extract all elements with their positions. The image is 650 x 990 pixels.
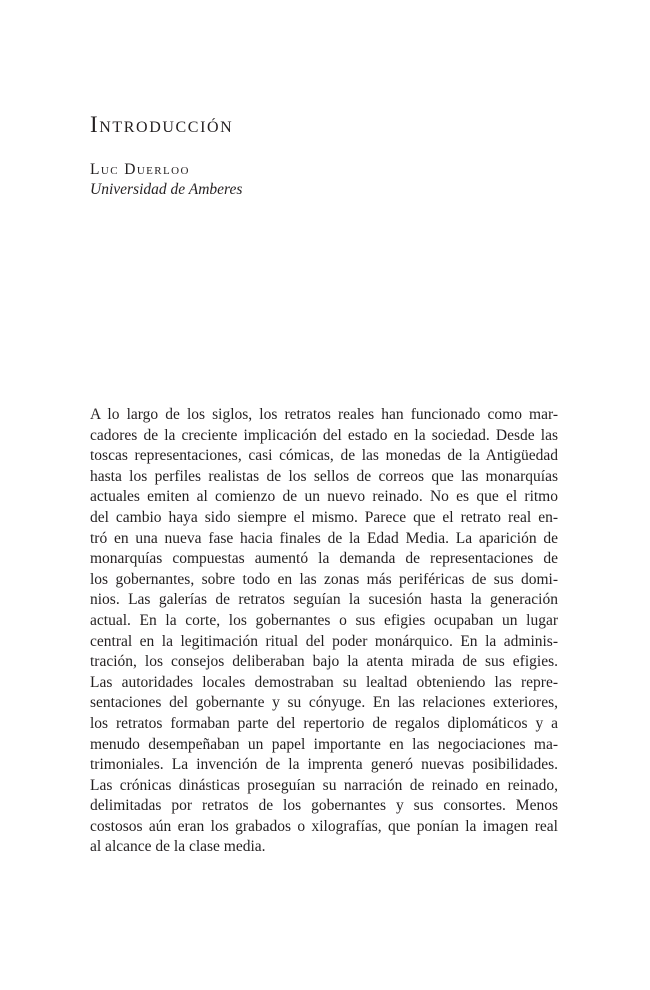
author-affiliation: Universidad de Amberes [90, 181, 243, 198]
body-line: cadores de la creciente implicación del estado en la sociedad. Desde las [90, 426, 558, 444]
body-line: nios. Las galerías de retratos seguían la sucesión hasta la generación [90, 591, 558, 609]
body-line: los retratos formaban parte del repertorio de regalos diplomáticos y a [90, 714, 558, 732]
body-line: actual. En la corte, los gobernantes o sus efigies ocupaban un lugar [90, 611, 558, 629]
body-line: costosos aún eran los grabados o xilografías, que ponían la imagen real [90, 817, 558, 835]
chapter-title: Introducción [90, 112, 234, 137]
body-line: monarquías compuestas aumentó la demanda de representaciones de [90, 550, 558, 568]
body-line: sentaciones del gobernante y su cónyuge. En las relaciones exteriores, [90, 694, 558, 712]
body-line: toscas representaciones, casi cómicas, de las monedas de la Antigüedad [90, 447, 558, 465]
body-line: actuales emiten al comienzo de un nuevo reinado. No es que el ritmo [90, 488, 558, 506]
body-line: al alcance de la clase media. [90, 838, 266, 856]
body-line: del cambio haya sido siempre el mismo. Parece que el retrato real en- [90, 508, 558, 526]
body-line: menudo desempeñaban un papel importante en las negociaciones ma- [90, 735, 558, 753]
body-line: tró en una nueva fase hacia finales de la Edad Media. La aparición de [90, 529, 558, 547]
body-line: A lo largo de los siglos, los retratos reales han funcionado como mar- [90, 406, 558, 423]
body-line: hasta los perfiles realistas de los sellos de correos que las monarquías [90, 467, 558, 485]
body-line: tración, los consejos deliberaban bajo la atenta mirada de sus efigies. [90, 653, 558, 671]
author-name: Luc Duerloo [90, 161, 190, 178]
body-line: trimoniales. La invención de la imprenta generó nuevas posibilidades. [90, 756, 558, 774]
body-line: delimitadas por retratos de los gobernantes y sus consortes. Menos [90, 797, 558, 815]
body-line: Las crónicas dinásticas proseguían su narración de reinado en reinado, [90, 776, 558, 794]
body-line: central en la legitimación ritual del poder monárquico. En la adminis- [90, 632, 558, 650]
body-paragraph [90, 405, 558, 858]
body-line: Las autoridades locales demostraban su lealtad obteniendo las repre- [90, 673, 558, 691]
body-line: los gobernantes, sobre todo en las zonas más periféricas de sus domi- [90, 570, 558, 588]
